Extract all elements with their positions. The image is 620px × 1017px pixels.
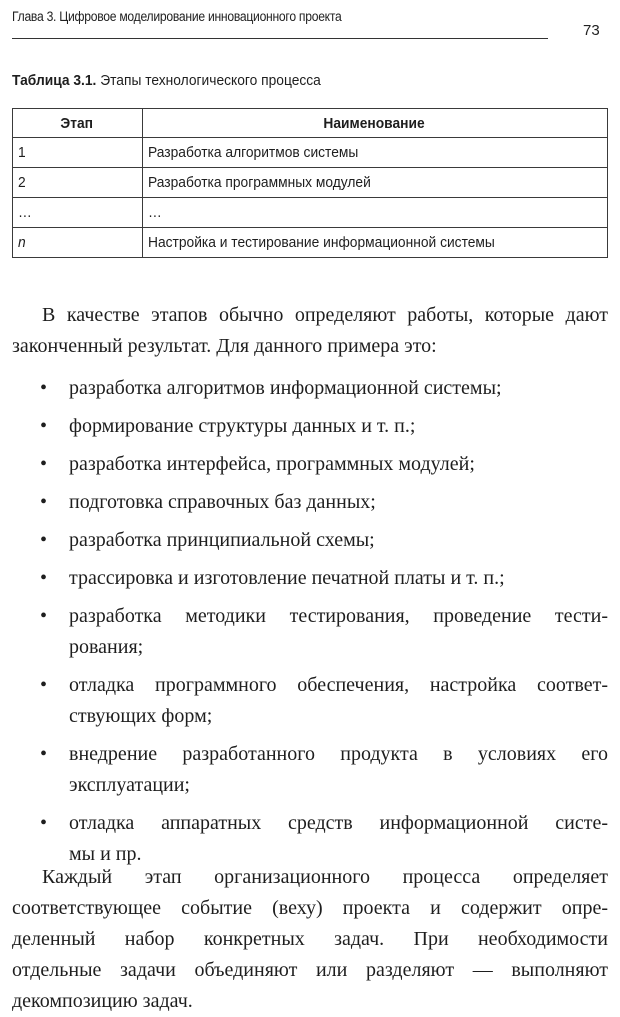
- stages-table: [12, 108, 608, 258]
- header-rule: [12, 38, 548, 39]
- table-cell-stage: 1: [13, 138, 143, 168]
- paragraph-line: В качестве этапов обычно определяют работы, которые дают: [42, 304, 608, 326]
- paragraph-line: отдельные задачи объединяют или разделяют — выполняют: [12, 959, 608, 981]
- paragraph-line: соответствующее событие (веху) проекта и содержит опре-: [12, 897, 608, 919]
- column-header-stage: Этап: [13, 109, 143, 138]
- bullet-icon: •: [40, 415, 48, 437]
- bullet-icon: •: [40, 743, 48, 765]
- bullet-icon: •: [40, 491, 48, 513]
- bullet-icon: •: [40, 812, 48, 834]
- table-cell-stage: …: [13, 198, 143, 228]
- table-caption-text: Этапы технологического процесса: [96, 72, 321, 89]
- list-item: • формирование структуры данных и т. п.;: [12, 411, 608, 442]
- list-item: • подготовка справочных баз данных;: [12, 487, 608, 518]
- table-row: [13, 228, 608, 258]
- page-number: 73: [583, 22, 600, 39]
- bullet-icon: •: [40, 453, 48, 475]
- table-cell-name: Разработка алгоритмов системы: [143, 138, 608, 168]
- table-caption: [12, 72, 321, 89]
- list-item: • разработка методики тестирования, проведение тести- рования;: [12, 601, 608, 663]
- bullet-icon: •: [40, 674, 48, 696]
- paragraph-line: законченный результат. Для данного примера это:: [12, 335, 437, 357]
- running-header-title: Глава 3. Цифровое моделирование инновационного проекта: [12, 9, 342, 24]
- bullet-icon: •: [40, 567, 48, 589]
- table-cell-name: Разработка программных модулей: [143, 168, 608, 198]
- paragraph-line: Каждый этап организационного процесса определяет: [42, 866, 608, 888]
- table-row: [13, 168, 608, 198]
- list-item: • внедрение разработанного продукта в условиях его эксплуатации;: [12, 739, 608, 801]
- list-item: • трассировка и изготовление печатной платы и т. п.;: [12, 563, 608, 594]
- column-header-name: Наименование: [143, 109, 608, 138]
- list-item: • отладка программного обеспечения, настройка соответ- ствующих форм;: [12, 670, 608, 732]
- list-item: • разработка алгоритмов информационной системы;: [12, 373, 608, 404]
- table-row: [13, 198, 608, 228]
- stages-bullet-list: [12, 373, 608, 870]
- table-cell-name: …: [143, 198, 608, 228]
- closing-paragraph: [12, 862, 608, 1017]
- list-item: • разработка принципиальной схемы;: [12, 525, 608, 556]
- table-row: [13, 138, 608, 168]
- table-cell-stage: 2: [13, 168, 143, 198]
- paragraph-line: деленный набор конкретных задач. При необходимости: [12, 928, 608, 950]
- bullet-icon: •: [40, 605, 48, 627]
- intro-paragraph: [12, 300, 608, 362]
- bullet-icon: •: [40, 377, 48, 399]
- table-header-row: [13, 109, 608, 138]
- table-cell-name: Настройка и тестирование информационной системы: [143, 228, 608, 258]
- list-item: • отладка аппаратных средств информационной систе- мы и пр.: [12, 808, 608, 870]
- table-cell-stage: n: [13, 228, 143, 258]
- table-caption-label: Таблица 3.1.: [12, 72, 97, 89]
- paragraph-line: декомпозицию задач.: [12, 990, 193, 1012]
- list-item: • разработка интерфейса, программных модулей;: [12, 449, 608, 480]
- bullet-icon: •: [40, 529, 48, 551]
